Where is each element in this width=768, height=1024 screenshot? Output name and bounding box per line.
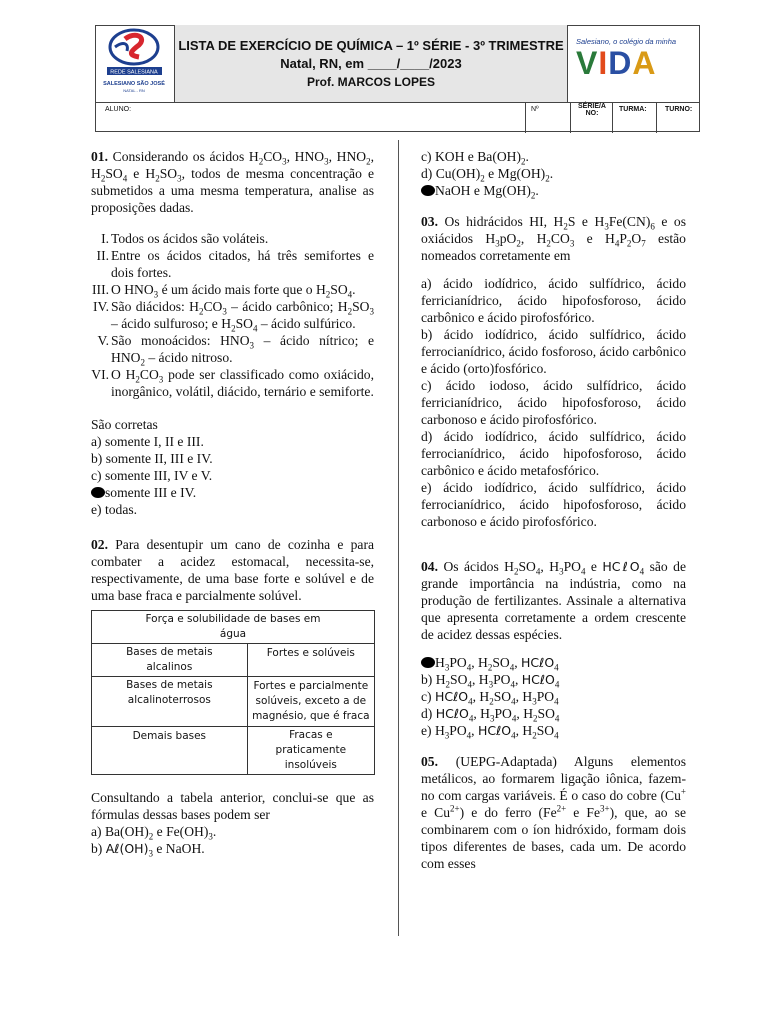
turma-label: TURMA:: [619, 106, 647, 113]
q03-option-d[interactable]: d) ácido iodídrico, ácido sulfídrico, ácido ferrocianídrico, ácido hipofosforoso, ácido carbônico e ácido metafosfórico.: [421, 429, 686, 478]
teacher-name: Prof. MARCOS LOPES: [306, 75, 435, 89]
q03-option-c[interactable]: c) ácido iodoso, ácido sulfídrico, ácido ferricianídrico, ácido hipofosforoso, ácido carbonoso e ácido pirofosfórico.: [421, 378, 686, 427]
q01-intro: 01. Considerando os ácidos $H_2CO_3$, $HNO_3$, $HNO_2$, $H_2SO_4$ e $H_2SO_3$, todos de mesma concentração e submetidos a uma mesma temperatura, analise as proposições dadas.: [91, 149, 375, 215]
aluno-label: ALUNO:: [105, 106, 132, 113]
q04-option-c[interactable]: c) HCℓO$_4$, $H_2SO_4$, $H_3PO_4$: [421, 689, 559, 707]
q04-option-e[interactable]: e) $H_3PO_4$, HCℓO$_4$, $H_2SO_4$: [421, 723, 559, 741]
table-row: Demais bases Fracas e praticamente insolúveis: [92, 727, 375, 775]
student-info-row: [95, 102, 700, 132]
q03-option-b[interactable]: b) ácido iodídrico, ácido sulfídrico, ácido ferrocianídrico, ácido fosforoso, ácido carbônico e ácido (orto)fosfórico.: [421, 327, 686, 376]
numero-label: Nº: [531, 106, 539, 113]
q04-option-b[interactable]: b) $H_2SO_4$, $H_3PO_4$, HCℓO$_4$: [421, 672, 560, 690]
q02-option-e[interactable]: NaOH e $Mg(OH)_2$.: [421, 182, 686, 199]
q01-item-5: V. São monoácidos: $HNO_3$ – ácido nítrico; e $HNO_2$ – ácido nitroso.: [97, 333, 374, 368]
q04-intro: 04. Os ácidos $H_2SO_4$, $H_3PO_4$ e HCℓO$_4$ são de grande importância na indústria, como na produção de fertilizantes. Assinale a alternativa que apresenta corretamente a ordem crescente de acidez dessas espécies.: [421, 559, 686, 642]
slogan-word: VIDA: [576, 45, 657, 81]
right-column: [421, 148, 686, 872]
page-title: LISTA DE EXERCÍCIO DE QUÍMICA – 1º SÉRIE - 3º TRIMESTRE: [178, 38, 564, 53]
slogan-banner: [568, 25, 700, 102]
q01-item-3: III. O $HNO_3$ é um ácido mais forte que o $H_2SO_4$.: [92, 282, 356, 300]
q02-prompt: Consultando a tabela anterior, conclui-se que as fórmulas dessas bases podem ser: [91, 790, 374, 822]
q03-option-e[interactable]: e) ácido iodídrico, ácido sulfídrico, ácido ferrocianídrico, ácido hipofosforoso, ácido carbonoso e ácido pirofosfórico.: [421, 480, 686, 529]
column-divider: [398, 140, 399, 936]
q01-item-6: VI. O $H_2CO_3$ pode ser classificado como oxiácido, inorgânico, volátil, diácido, ternário e semiforte.: [91, 367, 374, 399]
q01-prompt: São corretas: [91, 417, 158, 432]
q02-option-b[interactable]: b) $A\ell(OH)_3$ e NaOH.: [91, 841, 205, 859]
svg-text:SALESIANO SÃO JOSÉ: SALESIANO SÃO JOSÉ: [103, 81, 165, 87]
table-row: Bases de metais alcalinoterrosos Fortes e parcialmente solúveis, exceto a de magnésio, que é fraca: [92, 677, 375, 727]
left-column: [91, 148, 374, 857]
q01-option-a[interactable]: a) somente I, II e III.: [91, 434, 204, 449]
q03-option-a[interactable]: a) ácido iodídrico, ácido sulfídrico, ácido ferricianídrico, ácido hipofosforoso, ácido carbônico e ácido pirofosfórico.: [421, 276, 686, 325]
q01-option-e[interactable]: e) todas.: [91, 502, 138, 517]
svg-text:NATAL - RN: NATAL - RN: [123, 88, 145, 93]
school-logo: [95, 25, 175, 102]
q02-option-c[interactable]: c) KOH e $Ba(OH)_2$.: [421, 149, 529, 167]
bases-table: [91, 610, 375, 775]
table-row: Bases de metais alcalinos Fortes e solúveis: [92, 644, 375, 677]
q01-option-d[interactable]: somente III e IV.: [91, 484, 374, 501]
q05-intro: 05. (UEPG-Adaptada) Alguns elementos metálicos, ao formarem ligação iônica, fazem-no com cargas variáveis. É o caso do cobre (Cu+ e $Cu^{2+}$) e do ferro ($Fe^{2+}$ e $Fe^{3+}$), que, ao se combinarem com o íon hidróxido, formam dois tipos diferentes de bases, cada um. De acordo com esses: [421, 754, 686, 871]
marked-answer-icon: [421, 657, 435, 668]
marked-answer-icon: [421, 185, 435, 196]
marked-answer-icon: [91, 487, 105, 498]
date-line: Natal, RN, em ____/____/2023: [280, 56, 462, 71]
q01-option-b[interactable]: b) somente II, III e IV.: [91, 451, 213, 466]
q03-intro: 03. Os hidrácidos HI, $H_2S$ e $H_3Fe(CN)_6$ e os oxiácidos $H_3pO_2$, $H_2CO_3$ e $H_4P_2O_7$ estão nomeados corretamente em: [421, 214, 687, 263]
q01-item-4: IV. São diácidos: $H_2CO_3$ – ácido carbônico; $H_2SO_3$ – ácido sulfuroso; e $H_2SO_4$ – ácido sulfúrico.: [93, 299, 374, 334]
serie-label: SÉRIE/A NO:: [577, 103, 606, 117]
q02-option-a[interactable]: a) $Ba(OH)_2$ e $Fe(OH)_3$.: [91, 824, 217, 842]
header-title-block: [175, 25, 568, 102]
q02-intro: 02. Para desentupir um cano de cozinha e para combater a acidez estomacal, necessita-se, respectivamente, de uma base forte e solúvel e de uma base fraca e parcialmente solúvel.: [91, 537, 375, 603]
q01-item-1: I. Todos os ácidos são voláteis.: [101, 231, 269, 246]
q01-option-c[interactable]: c) somente III, IV e V.: [91, 468, 213, 483]
table-header: Força e solubilidade de bases em água: [92, 611, 375, 644]
q02-option-d[interactable]: d) $Cu(OH)_2$ e $Mg(OH)_2$.: [421, 166, 554, 184]
svg-text:REDE SALESIANA: REDE SALESIANA: [110, 69, 158, 76]
q01-item-2: II. Entre os ácidos citados, há três semifortes e dois fortes.: [96, 248, 374, 280]
turno-label: TURNO:: [665, 106, 693, 113]
q04-option-d[interactable]: d) HCℓO$_4$, $H_3PO_4$, $H_2SO_4$: [421, 706, 560, 724]
slogan-text: Salesiano, o colégio da minha: [576, 37, 677, 46]
q04-option-a[interactable]: $H_3PO_4$, $H_2SO_4$, HCℓO$_4$: [421, 654, 686, 671]
